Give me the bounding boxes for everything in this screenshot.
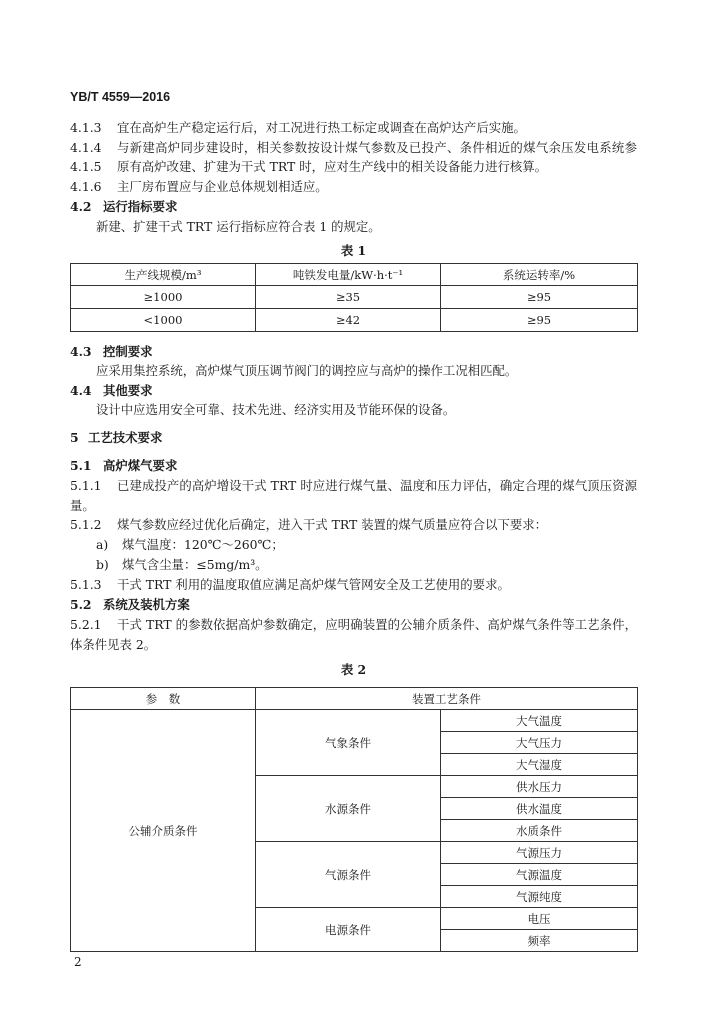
list-item-text: 煤气含尘量：≤5mg/m³。	[122, 557, 268, 572]
clause-5-1-1-continued: 量。	[70, 498, 95, 513]
clause-number: 5.1.1	[70, 478, 102, 493]
item-cell: 气源温度	[441, 864, 638, 886]
heading-5-2	[70, 595, 637, 615]
clause-text: 原有高炉改建、扩建为干式 TRT 时，应对生产线中的相关设备能力进行核算。	[117, 159, 548, 174]
heading-4-2	[70, 197, 637, 217]
heading-title: 运行指标要求	[103, 199, 178, 214]
heading-number: 5.2	[70, 597, 92, 612]
page-number: 2	[74, 955, 82, 969]
standard-code-header: YB/T 4559—2016	[70, 90, 171, 104]
table-header-param: 参 数	[71, 688, 256, 710]
group-cell: 电源条件	[256, 908, 441, 952]
clause-text: 宜在高炉生产稳定运行后，对工况进行热工标定或调查在高炉达产后实施。	[117, 120, 526, 135]
heading-title: 其他要求	[103, 383, 153, 398]
item-cell: 气源压力	[441, 842, 638, 864]
clause-number: 5.1.3	[70, 577, 102, 592]
paragraph-4-2: 新建、扩建干式 TRT 运行指标应符合表 1 的规定。	[96, 219, 381, 234]
heading-title: 高炉煤气要求	[103, 458, 178, 473]
clause-4-1-6	[70, 177, 637, 197]
table-header-row	[71, 688, 638, 710]
table-cell: ≥1000	[71, 286, 256, 309]
clause-number: 4.1.5	[70, 159, 102, 174]
item-cell: 水质条件	[441, 820, 638, 842]
item-cell: 大气压力	[441, 732, 638, 754]
clause-4-1-5	[70, 157, 637, 177]
table-2-caption: 表 2	[340, 662, 367, 677]
table-row	[71, 710, 638, 732]
clause-number: 4.1.6	[70, 179, 102, 194]
list-item-text: 煤气温度：120℃～260℃；	[122, 537, 284, 552]
clause-4-1-3	[70, 118, 637, 138]
group-cell: 水源条件	[256, 776, 441, 842]
list-item-label: b)	[96, 557, 109, 572]
item-cell: 气源纯度	[441, 886, 638, 908]
list-item-label: a)	[96, 537, 109, 552]
table-header-cell: 生产线规模/m³	[71, 264, 256, 286]
heading-5-1	[70, 456, 637, 476]
table-1-caption: 表 1	[340, 243, 367, 258]
clause-text: 煤气参数应经过优化后确定，进入干式 TRT 装置的煤气质量应符合以下要求：	[117, 517, 548, 532]
table-header-cell: 吨铁发电量/kW·h·t⁻¹	[256, 264, 441, 286]
heading-number: 4.3	[70, 344, 92, 359]
clause-text: 主厂房布置应与企业总体规划相适应。	[117, 179, 328, 194]
paragraph-4-4: 设计中应选用安全可靠、技术先进、经济实用及节能环保的设备。	[96, 402, 456, 417]
category-cell: 公辅介质条件	[71, 710, 256, 952]
clause-number: 5.1.2	[70, 517, 102, 532]
table-header-row	[71, 264, 638, 286]
group-cell: 气源条件	[256, 842, 441, 908]
table-cell: ≥95	[441, 286, 638, 309]
heading-number: 5.1	[70, 458, 92, 473]
item-cell: 电压	[441, 908, 638, 930]
item-cell: 大气湿度	[441, 754, 638, 776]
heading-title: 控制要求	[103, 344, 153, 359]
clause-text: 已建成投产的高炉增设干式 TRT 时应进行煤气量、温度和压力评估，确定合理的煤气顶压资源	[117, 478, 637, 493]
table-1	[70, 263, 638, 332]
heading-number: 4.2	[70, 199, 92, 214]
item-cell: 供水温度	[441, 798, 638, 820]
clause-5-1-2	[70, 515, 637, 535]
heading-5	[70, 428, 637, 448]
item-cell: 频率	[441, 930, 638, 952]
clause-number: 4.1.4	[70, 140, 102, 155]
item-cell: 供水压力	[441, 776, 638, 798]
list-item	[96, 555, 637, 575]
heading-title: 系统及装机方案	[103, 597, 190, 612]
clause-text: 干式 TRT 的参数依据高炉参数确定，应明确装置的公辅介质条件、高炉煤气条件等工艺条件，	[117, 617, 637, 632]
clause-number: 4.1.3	[70, 120, 102, 135]
table-header-cell: 系统运转率/%	[441, 264, 638, 286]
table-header-condition: 装置工艺条件	[256, 688, 638, 710]
clause-text: 与新建高炉同步建设时，相关参数按设计煤气参数及已投产、条件相近的煤气余压发电系统参	[117, 140, 637, 155]
heading-title: 工艺技术要求	[88, 430, 163, 445]
table-cell: ≥35	[256, 286, 441, 309]
heading-4-4	[70, 381, 637, 401]
table-cell: ≥42	[256, 309, 441, 332]
heading-4-3	[70, 342, 637, 362]
item-cell: 大气温度	[441, 710, 638, 732]
paragraph-4-3: 应采用集控系统，高炉煤气顶压调节阀门的调控应与高炉的操作工况相匹配。	[96, 363, 518, 378]
clause-5-1-1	[70, 476, 637, 496]
heading-number: 4.4	[70, 383, 92, 398]
clause-5-2-1-continued: 体条件见表 2。	[70, 637, 157, 652]
clause-5-2-1	[70, 615, 637, 635]
clause-5-1-3	[70, 575, 637, 595]
table-cell: ≥95	[441, 309, 638, 332]
list-item	[96, 535, 637, 555]
clause-4-1-4	[70, 138, 637, 158]
clause-text: 干式 TRT 利用的温度取值应满足高炉煤气管网安全及工艺使用的要求。	[117, 577, 510, 592]
table-2	[70, 687, 638, 952]
group-cell: 气象条件	[256, 710, 441, 776]
table-row	[71, 286, 638, 309]
clause-number: 5.2.1	[70, 617, 102, 632]
heading-number: 5	[70, 430, 79, 445]
table-cell: <1000	[71, 309, 256, 332]
table-row	[71, 309, 638, 332]
